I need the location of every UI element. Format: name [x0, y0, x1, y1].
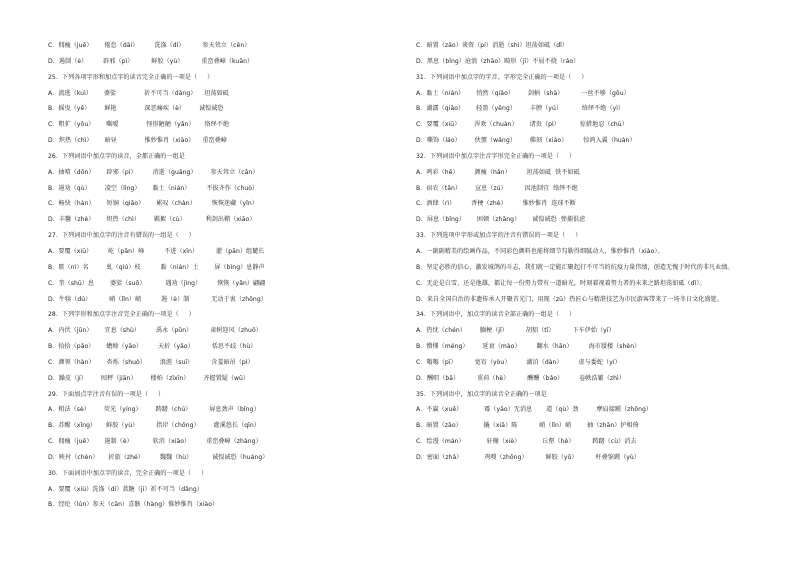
text-line: A．租法（sè） 荧光（yíng） 踌躇（chú） 屏息劲声（bǐng） — [48, 406, 260, 414]
right-column — [416, 38, 768, 466]
text-line: B．湖濡（qiǎo） 轻盈（yēng） 丰腴（yú） 络绎不绝（yì） — [416, 105, 625, 113]
text-line: A．热忱（chén） 腼梗（jǐ） 胡貂（tī） 下车伊始（yī） — [416, 327, 615, 335]
question-line: 29．下面加点字注音有误的一项是（ ） — [48, 390, 165, 398]
text-line: D．牛犊（dú） 峭（lǐn）峭 遏（è）制 无动于衷（zhōng） — [48, 295, 267, 303]
left-column — [48, 38, 388, 513]
text-line: A．一副副精美的绘画作品，不同彩色颜料也能将细节勾勒得细腻动人，惟妙惟肖（xiào）。 — [416, 247, 664, 255]
text-line: D．酬唱（bā） 重荷（hè） 酬酬（bǎo） 卷帙浩繁（zhì） — [416, 374, 625, 382]
text-line: D．丰馨（zhè） 炽热（chì） 羁絮（cù） 利剑出鞘（xiāo） — [48, 216, 256, 224]
text-line: A．流逃（kuì） 婆娑 祈不可当（dǎng） 坦荡如砥 — [48, 89, 229, 97]
question-line: 35．下列词语中，加点字的读音全正确的一项是 — [416, 390, 547, 398]
text-line: C．无论是白雪，还是他雄，都让每一份努力带有一道暗光，时刻着视着努力者的未来之路坦荡如砥（dǐ）。 — [416, 279, 706, 287]
text-line: C．嗡嗡（pī） 宽宥（yòu） 湖泊（dàn） 虚与委蛇（yí） — [416, 358, 621, 366]
text-line: A．鸣彩（hē） 颜瘦（hǎn） 坦荡如砥 铁不如砥 — [416, 168, 580, 176]
text-line: B．坚定必胜的信心，激发城鸽的斗志，我们就一定能汇聚起打不可当的抗疫力量伟绩，创造无愧于时代的非凡业绩。 — [416, 263, 734, 271]
text-line: B．摇曳（yē） 鲜艳 深恶痛疾（è） 诚惶诚恐 — [48, 105, 224, 113]
text-line: B．遏劝（qù） 凌空（lìng） 黏土（nián） 不拔齐作（chuò） — [48, 184, 259, 192]
question-line: 33．下列选项中字形或加点字的注音有错误的一项是（ ） — [416, 232, 582, 240]
text-line: C．暗置（zāo）谈资（pí）消逝（shì）坦荡如砥（dǐ） — [416, 42, 569, 49]
text-line: C．畅快（hàn） 短铜（qiāo） 累叹（chàn） 恢恢迷藏（yǐn） — [48, 200, 258, 208]
text-line: A．抽噎（dōn） 辟邪（pì） 消逝（guāng） 参天耸立（cān） — [48, 168, 259, 176]
question-line: 27．下列词语中加点字的注音有错误的一组是（ ） — [48, 232, 195, 240]
text-line: D．嘶饰（láo） 伙惯（wǎng） 佛刻（xiào） 惊鸿入翼（huàn） — [416, 137, 636, 145]
text-line: D．来自全国自治的非遗传承人开聚首光门，用现（zū）热匠心与精湛技艺为市民游客带来了一场冬日文化盛筵。 — [416, 295, 723, 303]
text-line: D．屏息（bǐng） 困顿（zhāng） 诚惶诚恐 弹捕俱虑 — [416, 216, 586, 224]
text-line: D．密面（zhā） 鸡嗖（zhōng） 鲜胶（yǔ） 杆叠鉴踵（yù） — [416, 453, 640, 461]
text-line: C．佣瘦（juē） 遏制（è） 软消（xiāo） 重峦叠嶂（zhàng） — [48, 438, 262, 446]
text-line: C．奎（shū）息 婆娑（suō） 遇劝（jìng） 恢恢（yǎn）翩翩 — [48, 279, 266, 287]
question-line: 31．下列词语中加点字的字音、字形完全正确的一项是（ ） — [416, 73, 588, 81]
text-line: D．黑息（bǐng）沧浪（zhāo）畸形（jī）不屈不挠（ráo） — [416, 57, 580, 65]
text-line: A．不赢（xuē） 霉（yāo）无消息 道（qù）劲 摩肩接踵（zhōng） — [416, 406, 653, 414]
text-line: B．暗置（zāo） 撬（xiā）陈 峭（lǐn）峭 抽（zhān）护相倚 — [416, 422, 639, 430]
text-line: B．懵懂（méng） 延衰（mào） 翻水（hān） 海市蜃楼（shèn） — [416, 343, 641, 351]
question-line: 26．下列词语中加点字的读音，全都正确的一组是 — [48, 152, 185, 160]
text-line: C．佣瘦（juē） 倦怠（dài） 洗涤（dí） 参天耸立（cēn） — [48, 42, 251, 49]
text-line: C．绘漫（mán） 轩榭（xiè） 丘壑（hè） 踌躇（cù）消去 — [416, 438, 637, 446]
text-line: A．黏土（nián） 悄然（qiǎo） 剑柄（shā） 一丝不够（gōu） — [416, 89, 630, 97]
text-line: B．经纶（lún）参天（cān）喜骸（hàng）惟妙惟肖（xiào） — [48, 501, 219, 509]
text-line: A．要覆（xiū） 屹（pān）峰 不进（xīn） 灌（pān）组麓长 — [48, 247, 265, 255]
text-line: B．匿（nì）名 虬（qiú）枝 黏（nián）土 屏（bìng）息静声 — [48, 263, 265, 271]
question-line: 34．下列词语中，加点字的读音全部正确的一组是（ ） — [416, 311, 576, 319]
text-line: A．要覆（xiù）洗涤（dí）款糖（jì）祈不可当（dǎng） — [48, 485, 203, 493]
text-line: D．躁皮（jí） 囤秤（jiān） 楼柏（zǐxīn） 齐握置疑（wū） — [48, 374, 250, 382]
text-line: C．颜领（hàn） 杏烁（shuò） 浪涯（suī） 含羞暗吊（pì） — [48, 358, 254, 366]
text-line: D．炽热（chì） 暗昼 惟妙惟肖（xiào） 重峦叠嶂 — [48, 137, 227, 145]
question-line: 30．下面词语中加点字的读音，完全正确的一项是（ ） — [48, 469, 208, 477]
question-line: 25．下列各项字形和加点字的读音完全正确的一项是（ ） — [48, 73, 214, 81]
text-line: C．粗犷（yǒu） 嘶嗳 怪形陋陋（yǎn） 络绎不绝 — [48, 121, 230, 129]
text-line: A．内伏（jūn） 宜息（shù） 禹永（pǔn） 肃树迎风（zhuō） — [48, 327, 262, 335]
text-line: C．要覆（xiū） 浑欢（chuàn） 诸贵（pì） 惊措地忍（chù） — [416, 121, 628, 129]
text-line: B．拾拾（pǎo） 蟾蜍（yǎo） 天折（yǎo） 恬思不歧（hù） — [48, 343, 257, 351]
question-line: 32．下列词语中加点字注音字形完全正确的一项是（ ） — [416, 152, 576, 160]
text-line: B．苏醒（xǐng） 鲜胶（yù） 指岸（chōng） 灌溪悠长（qīn） — [48, 422, 260, 430]
text-line: D．遏制（è） 辟邪（pì） 鲜胶（yù） 重峦叠嶂（kuān） — [48, 57, 254, 65]
question-line: 28．下列字形和加点字注音完全正确的一项是（ ） — [48, 311, 195, 319]
text-line: B．宿农（tǎn） 宣息（zú） 因池制宜 络绎不绝 — [416, 184, 578, 192]
text-line: D．映衬（chèn） 折旅（zhé） 魏魏（hù） 诚惶诚恐（huáng） — [48, 453, 269, 461]
text-line: C．酒肆（rì） 香梗（zhè） 惟妙惟肖 连球不断 — [416, 200, 576, 208]
